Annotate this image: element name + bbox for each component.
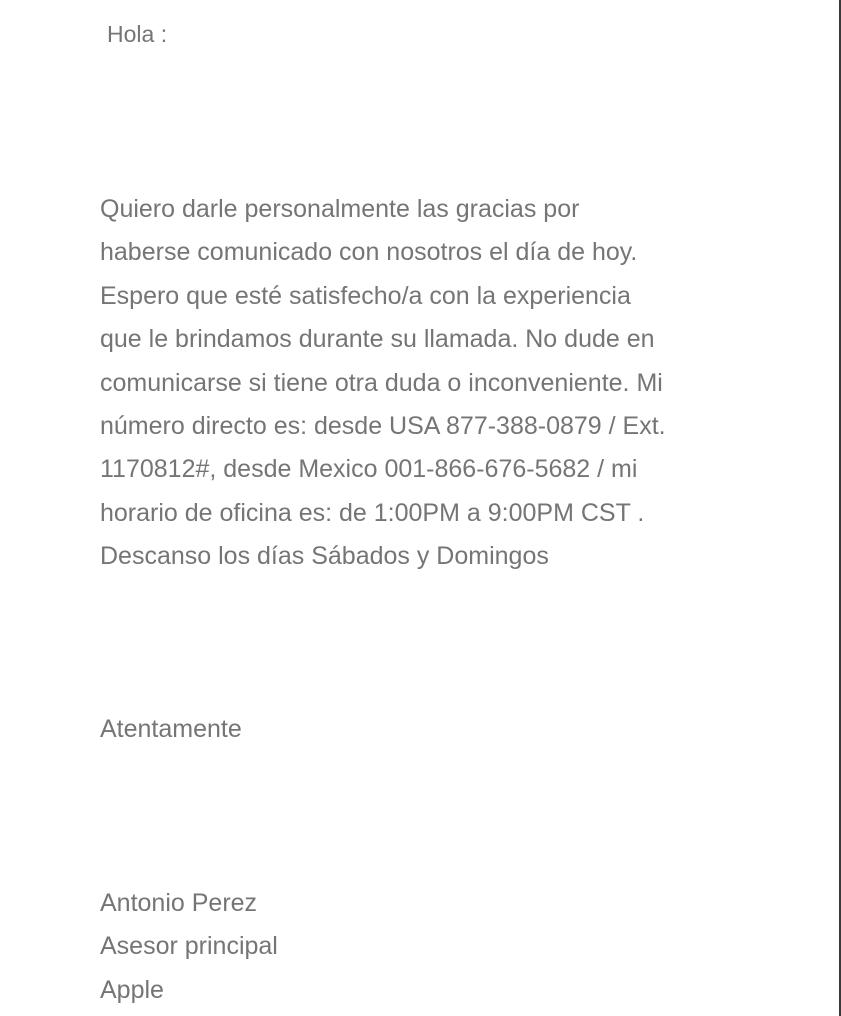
body-line: número directo es: desde USA 877-388-0879 / Ext.	[100, 412, 666, 441]
body-line: Quiero darle personalmente las gracias por	[100, 195, 580, 223]
signature-name: Antonio Perez	[100, 889, 258, 917]
signature-company: Apple	[100, 975, 164, 1004]
signature-block	[100, 882, 278, 1012]
body-line: 1170812#, desde Mexico 001-866-676-5682 / mi	[100, 455, 638, 484]
closing: Atentamente	[100, 715, 242, 743]
body-line: haberse comunicado con nosotros el día de hoy.	[100, 238, 638, 267]
body-line: Descanso los días Sábados y Domingos	[100, 542, 549, 571]
body-line: Espero que esté satisfecho/a con la experiencia	[100, 281, 631, 310]
body-line: horario de oficina es: de 1:00PM a 9:00PM CST .	[100, 498, 645, 527]
message-body	[100, 188, 740, 579]
body-line: que le brindamos durante su llamada. No dude en	[100, 325, 655, 354]
signature-title: Asesor principal	[100, 932, 278, 961]
greeting: Hola :	[107, 21, 168, 47]
body-line: comunicarse si tiene otra duda o inconveniente. Mi	[100, 368, 663, 397]
